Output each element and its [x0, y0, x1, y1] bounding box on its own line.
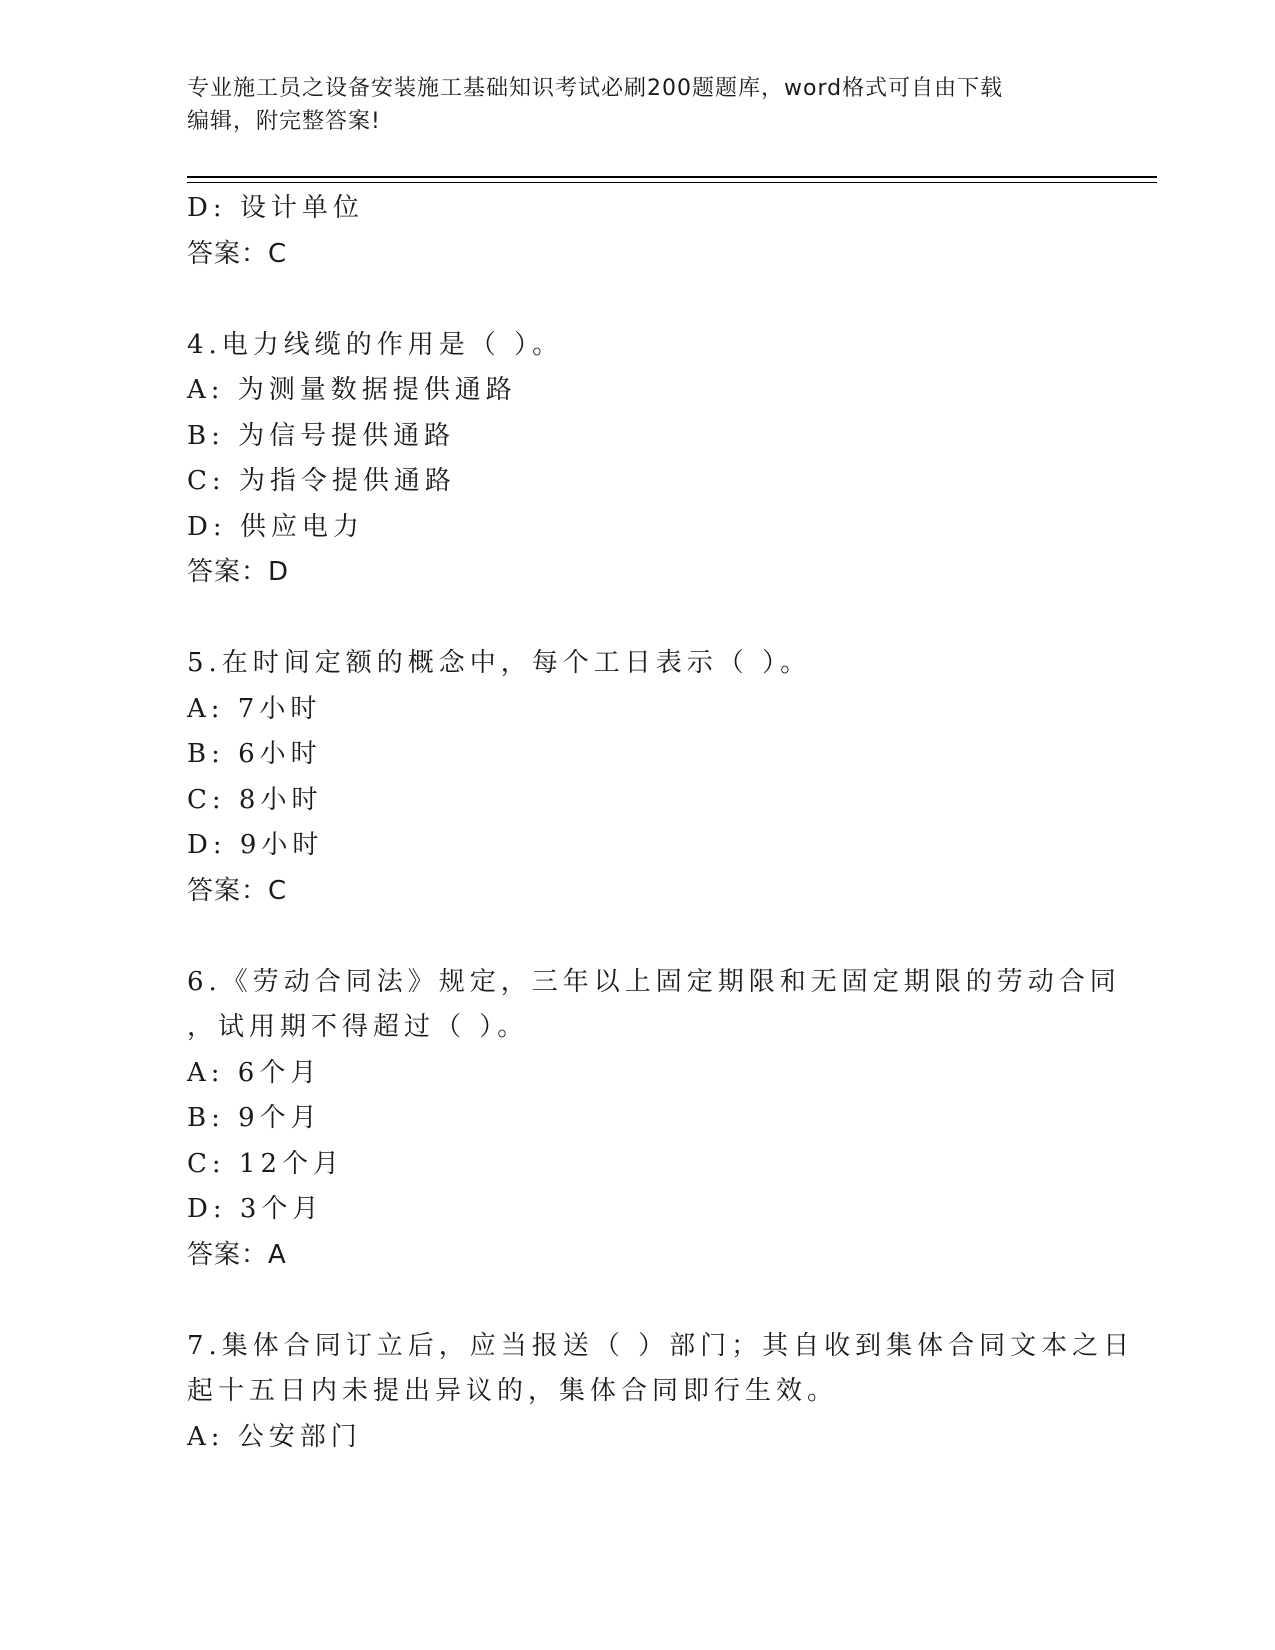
option-a: A: 为测量数据提供通路	[187, 375, 517, 405]
option-c: C: 8小时	[187, 784, 323, 815]
spacer	[187, 914, 1087, 960]
document-header	[187, 72, 1067, 138]
option-d: D: 设计单位	[187, 193, 364, 223]
document-body	[187, 186, 1135, 1460]
question-stem-continued: ，试用期不得超过（ ）。	[187, 1012, 529, 1042]
option-b: B: 9个月	[187, 1103, 322, 1133]
option-a: A: 6个月	[187, 1057, 322, 1088]
option-d: D: 9小时	[187, 830, 324, 860]
question-block	[187, 960, 1121, 1279]
answer-line: 答案：C	[187, 238, 288, 269]
option-a: A: 7小时	[187, 693, 322, 724]
option-b: B: 6小时	[187, 739, 322, 769]
answer-line: 答案：A	[187, 1239, 287, 1270]
question-stem-continued: 起十五日内未提出异议的，集体合同即行生效。	[187, 1376, 839, 1406]
question-block	[187, 641, 1087, 914]
answer-line: 答案：D	[187, 557, 290, 587]
question-block	[187, 323, 1087, 596]
answer-line: 答案：C	[187, 875, 288, 906]
header-line-1: 专业施工员之设备安装施工基础知识考试必刷200题题库，word格式可自由下载	[187, 76, 1004, 101]
question-stem: 7.集体合同订立后，应当报送（ ）部门；其自收到集体合同文本之日	[187, 1330, 1135, 1361]
option-a: A: 公安部门	[187, 1421, 362, 1452]
header-rule-thin	[187, 182, 1157, 183]
option-d: D: 3个月	[187, 1194, 324, 1224]
question-block	[187, 1324, 1135, 1461]
option-d: D: 供应电力	[187, 511, 364, 542]
spacer	[187, 277, 1087, 323]
spacer	[187, 596, 1087, 642]
option-c: C: 为指令提供通路	[187, 466, 456, 496]
header-line-2: 编辑，附完整答案!	[187, 109, 381, 134]
question-stem: 6.《劳动合同法》规定，三年以上固定期限和无固定期限的劳动合同	[187, 966, 1121, 997]
header-rule-thick	[187, 176, 1157, 178]
spacer	[187, 1278, 1087, 1324]
option-c: C: 12个月	[187, 1148, 345, 1179]
question-stem: 5.在时间定额的概念中，每个工日表示（ ）。	[187, 648, 812, 678]
option-b: B: 为信号提供通路	[187, 420, 456, 451]
question-stem: 4.电力线缆的作用是（ ）。	[187, 329, 564, 360]
